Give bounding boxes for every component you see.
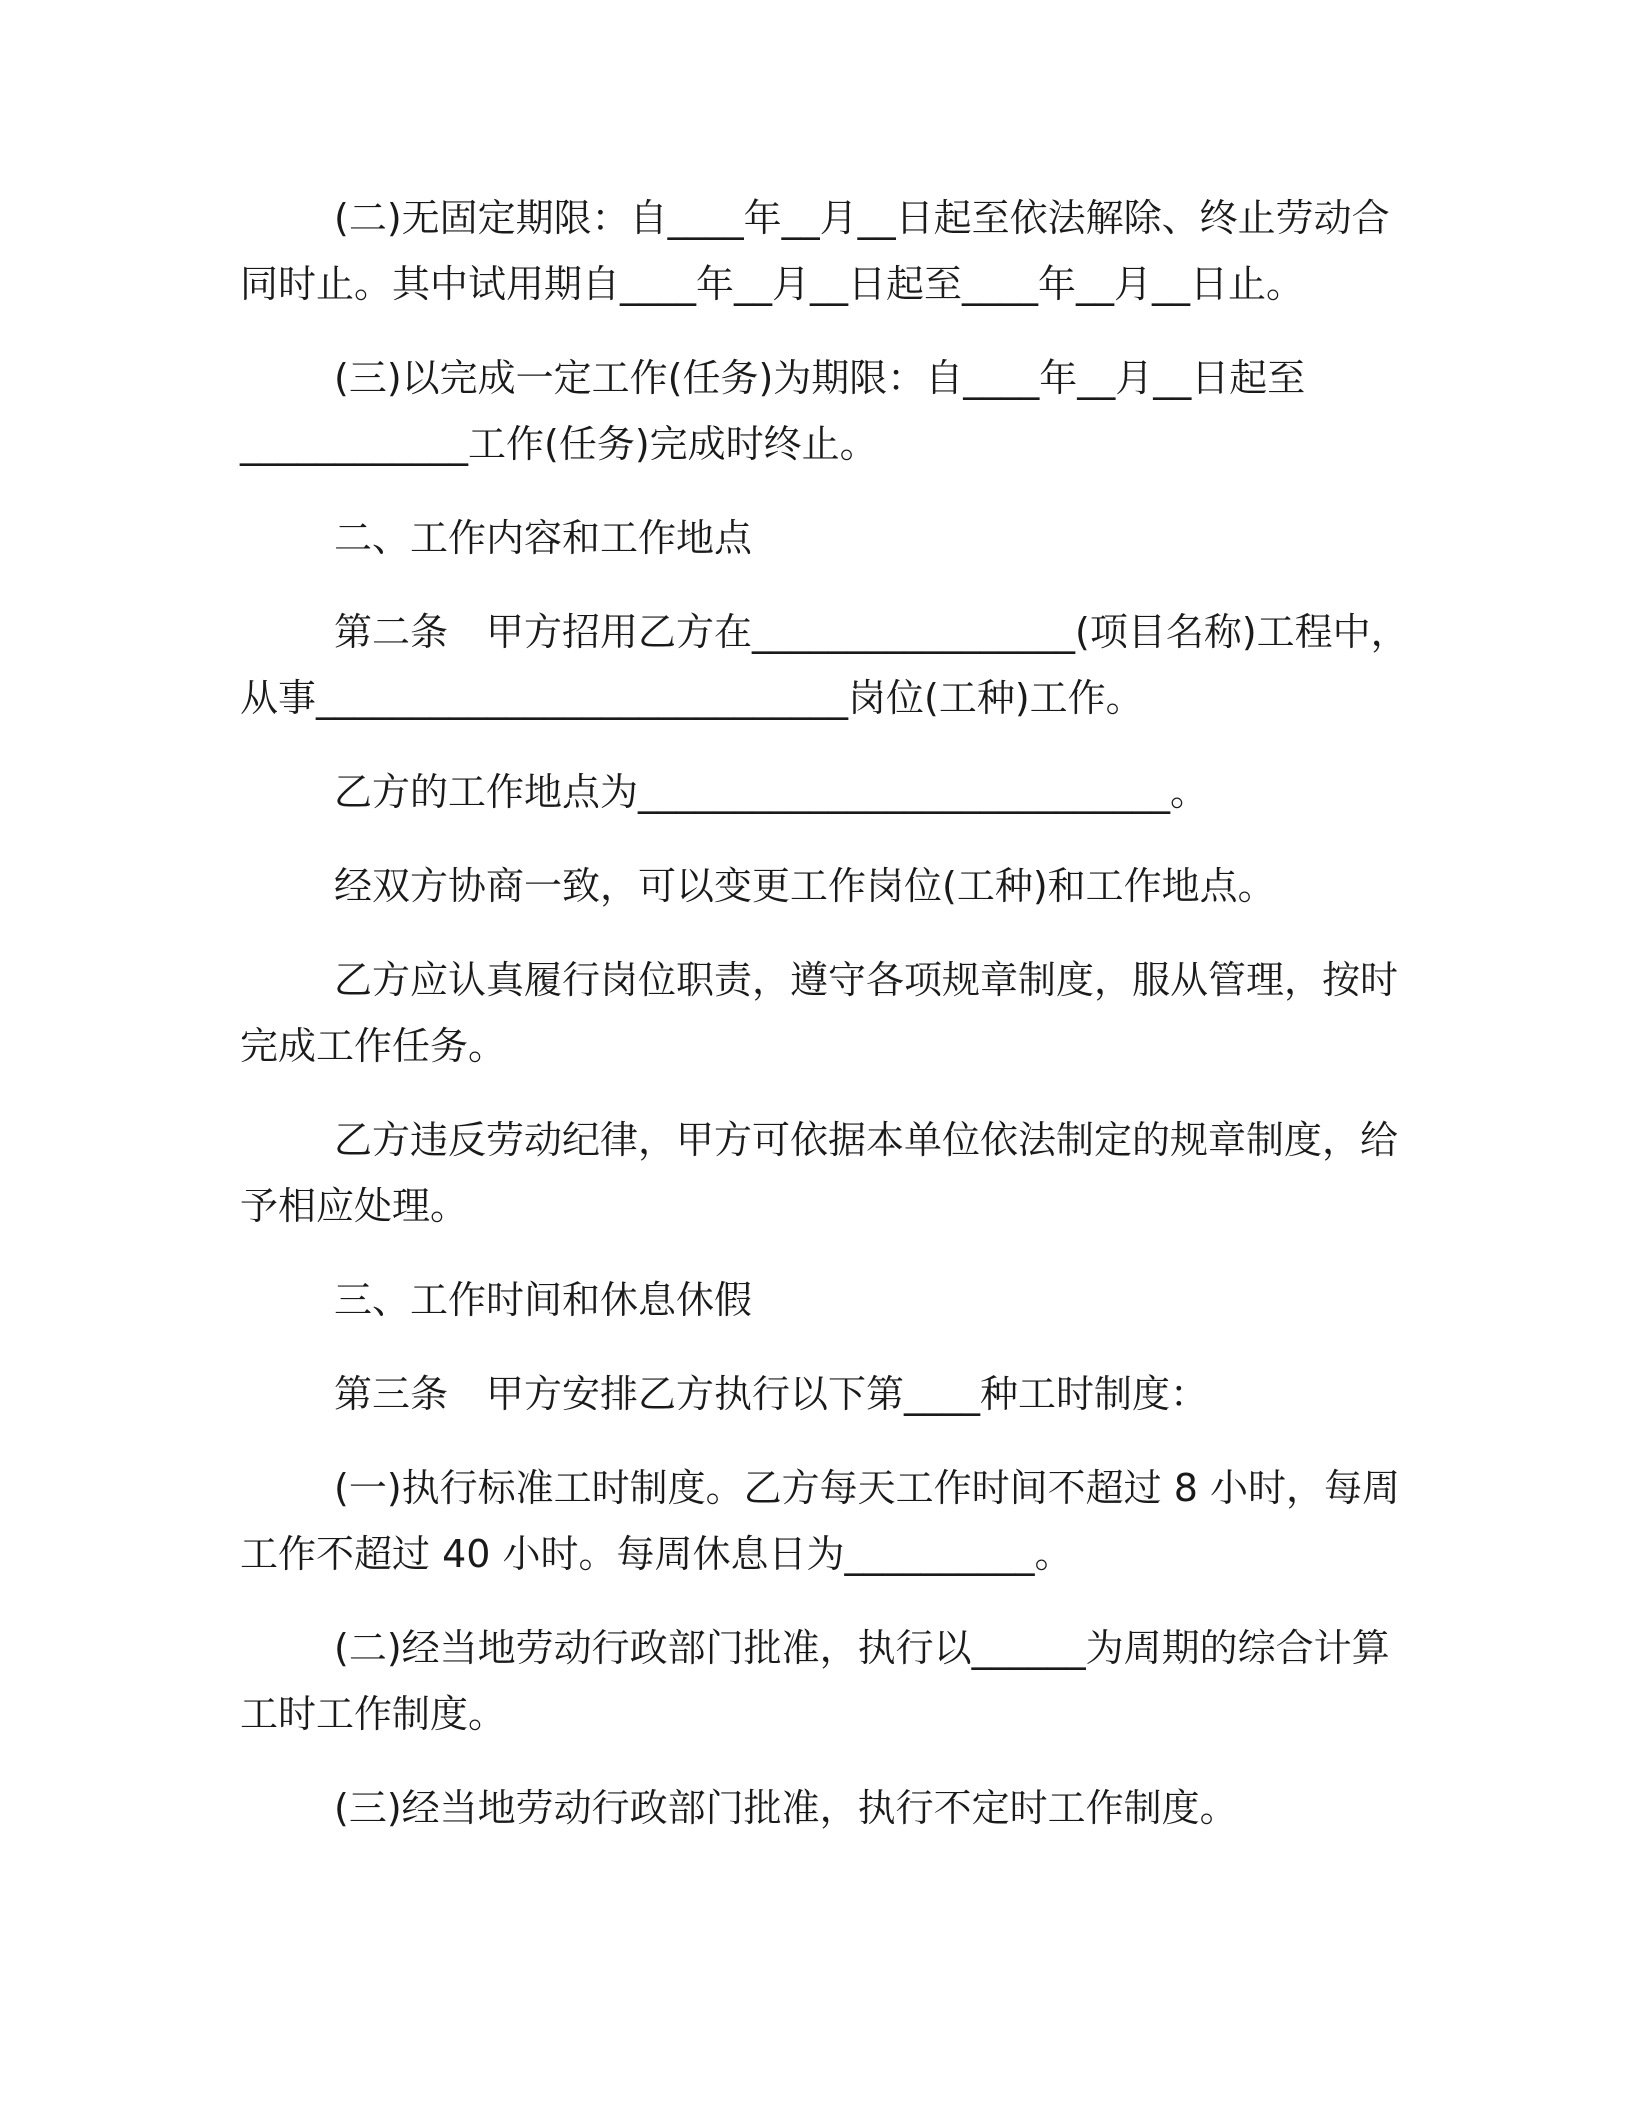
work-location-paragraph: 乙方的工作地点为____________________________。	[334, 770, 1209, 814]
article-2-line-2: 从事____________________________岗位(工种)工作。	[240, 676, 1144, 720]
clause-2-text-line-2: 同时止。其中试用期自____年__月__日起至____年__月__日止。	[240, 262, 1305, 306]
section-heading-work-content: 二、工作内容和工作地点	[334, 516, 753, 560]
article-2-line-1: 第二条 甲方招用乙方在_________________(项目名称)工程中，	[334, 610, 1409, 654]
comprehensive-hours-line-2: 工时工作制度。	[240, 1692, 507, 1736]
consensus-change-paragraph: 经双方协商一致，可以变更工作岗位(工种)和工作地点。	[334, 864, 1276, 908]
standard-hours-line-1: (一)执行标准工时制度。乙方每天工作时间不超过 8 小时，每周	[334, 1466, 1400, 1510]
discipline-paragraph-line-1: 乙方违反劳动纪律，甲方可依据本单位依法制定的规章制度，给	[334, 1118, 1399, 1162]
flexible-hours-line: (三)经当地劳动行政部门批准，执行不定时工作制度。	[334, 1786, 1238, 1830]
duty-paragraph-line-1: 乙方应认真履行岗位职责，遵守各项规章制度，服从管理，按时	[334, 958, 1399, 1002]
duty-paragraph-line-2: 完成工作任务。	[240, 1024, 507, 1068]
discipline-paragraph-line-2: 予相应处理。	[240, 1184, 469, 1228]
clause-3-text-line-1: (三)以完成一定工作(任务)为期限：自____年__月__日起至	[334, 356, 1306, 400]
article-3-line: 第三条 甲方安排乙方执行以下第____种工时制度：	[334, 1372, 1209, 1416]
clause-2-text-line-1: (二)无固定期限：自____年__月__日起至依法解除、终止劳动合	[334, 196, 1390, 240]
clause-3-text-line-2: ____________工作(任务)完成时终止。	[240, 422, 878, 466]
section-heading-working-hours: 三、工作时间和休息休假	[334, 1278, 753, 1322]
standard-hours-line-2: 工作不超过 40 小时。每周休息日为__________。	[240, 1532, 1073, 1576]
comprehensive-hours-line-1: (二)经当地劳动行政部门批准，执行以______为周期的综合计算	[334, 1626, 1390, 1670]
